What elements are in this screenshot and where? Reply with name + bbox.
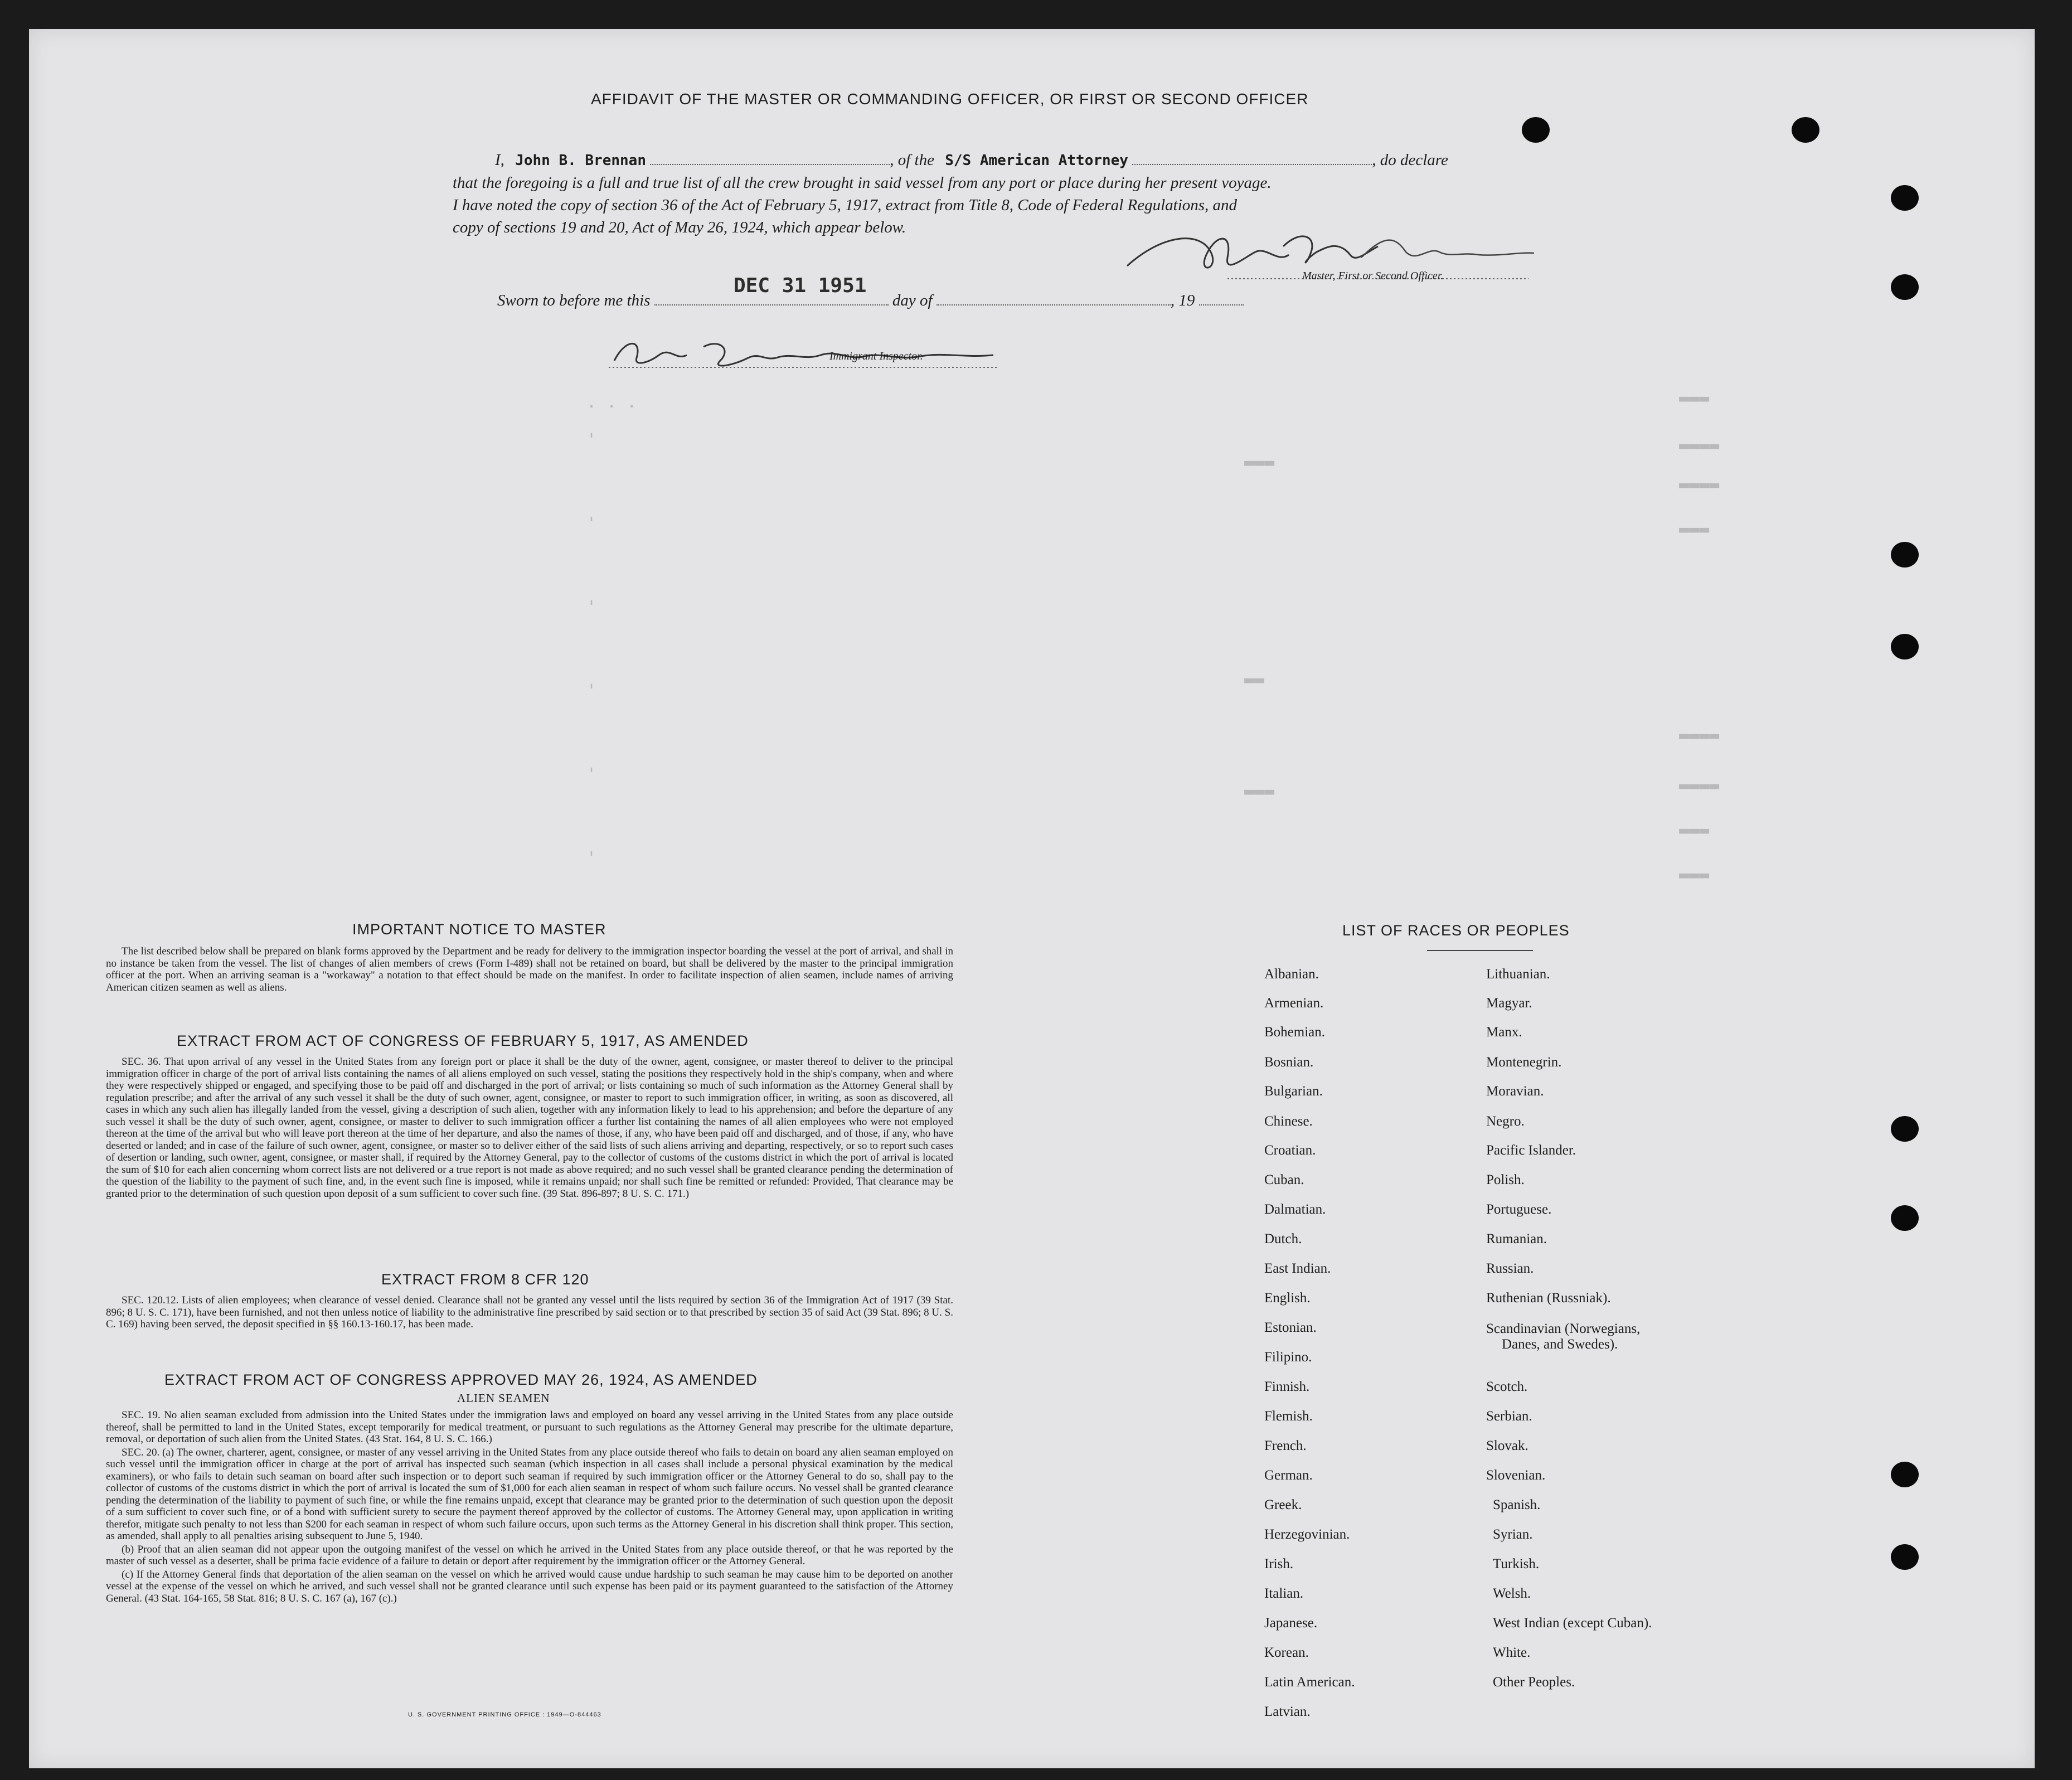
section-120-12: SEC. 120.12. Lists of alien employees; when clearance of vessel denied. Clearance shall not be granted any vessel until the lists required by section 36 of the Immigration Act of 1917 (39 Stat. 896; 8 U. S. C. 171), have been furnished, and not then unless notice of liability to the administrative fine prescribed by said section or to that prescribed by section 35 of said Act (39 Stat. 896; 8 U. S. C. 169) having been served, the deposit specified in §§ 160.13-160.17, has been made. [106,1294,953,1330]
notice-title: IMPORTANT NOTICE TO MASTER [352,921,606,938]
name-blank [650,151,890,165]
date-stamp: DEC 31 1951 [734,274,867,297]
race-item: Spanish. [1493,1497,1541,1512]
year-blank [1199,291,1244,305]
race-item: Moravian. [1486,1084,1544,1099]
sworn-line [497,291,1244,310]
declaration-line-4: copy of sections 19 and 20, Act of May 26, 1924, which appear below. [453,219,906,236]
race-item: Bulgarian. [1264,1084,1323,1099]
section-19: SEC. 19. No alien seaman excluded from admission into the United States under the immigration laws and employed on board any vessel arriving in the United States from any place outside thereof, shall be permitted to land in the United States, except temporarily for medical treatment, or pursuant to such regulations as the Attorney General may prescribe for the ultimate departure, removal, or deportation of such alien from the United States. (43 Stat. 164, 8 U. S. C. 166.) [106,1409,953,1445]
section-20b: (b) Proof that an alien seaman did not appear upon the outgoing manifest of the vessel on which he arrived in the United States from any place outside thereof, or that he was reported by the master of such vessel as a deserter, shall be prima facie evidence of a failure to detain or deport after requirement by the immigration officer or the Attorney General. [106,1543,953,1567]
race-item: Magyar. [1486,996,1532,1011]
race-item: Finnish. [1264,1379,1310,1394]
year-label: , 19 [1170,292,1195,309]
race-item: Japanese. [1264,1616,1318,1631]
punch-hole [1891,542,1919,568]
alien-seamen-subtitle: ALIEN SEAMEN [457,1391,550,1405]
race-item: Albanian. [1264,967,1319,982]
race-item: Slovenian. [1486,1468,1546,1483]
notice-text [106,945,953,995]
race-item: Flemish. [1264,1409,1313,1424]
punch-hole [1891,1462,1919,1487]
race-item: Danes, and Swedes). [1502,1337,1618,1352]
race-item: Armenian. [1264,996,1324,1011]
vessel-name: S/S American Attorney [945,152,1128,169]
form-page: . . . ' ' ' ' ' ' ▬▬▬ ▬▬▬▬ ▬▬▬▬ ▬▬▬ ▬▬▬▬ ▬▬▬▬ ▬▬▬ ▬▬▬ ▬▬▬ ▬▬ ▬▬▬ AFFIDAVIT OF THE MASTER OR COMMANDING OFFICER, OR FIRST OR SECOND OFFICER I, John B. Brennan , of the S/S American Attorney , do declare that the foregoing is a full and true list of all the crew brought in said vessel from any port or place during her present voyage. I have noted the copy of section 36 of the Act of February 5, 1917, extract from Title 8, Code of Federal Regulations, and copy of sections 19 and 20, Act of May 26, 1924, which appear below. Master, First or Second Officer. Sworn to before me this day of , 19 DEC 31 1951 Immigrant Inspector. IMPORTANT NOTICE TO MASTER The list described below shall be prepared on blank forms approved by the Department and be ready for delivery to the immigration inspector boarding the vessel at the port of arrival, and shall in no instance be taken from the vessel. The list of changes of alien members of crews (Form I-489) shall not be retained on board, but shall be delivered by the master to the principal immigration officer at the port. When an arriving seaman is a "workaway" a notation to that effect should be made on the manifest. In order to facilitate inspection of alien seamen, include names of arriving American citizen seamen as well as aliens. EXTRACT FROM ACT OF CONGRESS OF FEBRUARY 5, 1917, AS AMENDED SEC. 36. That upon arrival of any vessel in the United States from any foreign port or place it shall be the duty of the owner, agent, consignee, or master thereof to deliver to the principal immigration officer in charge of the port of arrival lists containing the names of all aliens employed on such vessel, stating the positions they respectively hold in the ship's company, when and where they were respectively shipped or engaged, and specifying those to be paid off and discharged in the port of arrival; or lists containing so much of such information as the Attorney General shall by regulation prescribe; and after the arrival of any such vessel it shall be the duty of such owner, agent, consignee, or master to report to such immigration officer, in writing, as soon as discovered, all cases in which any such alien has illegally landed from the vessel, giving a description of such alien, together with any information likely to lead to his apprehension; and before the departure of any such vessel it shall be the duty of such owner, agent, consignee, or master to deliver to such immigration officer a further list containing the names of all alien employees who were not employed thereon at the time of the arrival but who will leave port thereon at the time of her departure, and also the names of those, if any, who have been paid off and discharged, and of those, if any, who have deserted or landed; and in case of the failure of such owner, agent, consignee, or master so to deliver either of the said lists of such aliens arriving and departing, respectively, or so to report such cases of desertion or landing, such owner, agent, consignee, or master shall, if required by the Attorney General, pay to the collector of customs of the customs district in which the port of arrival is located the sum of $10 for each alien concerning whom correct lists are not delivered or a true report is not made as above required; and no such vessel shall be granted clearance pending the determination of the question of the liability to the payment of such fine, and, in the event such fine is imposed, while it remains unpaid; nor shall such fine be remitted or refunded: Provided, That clearance may be granted prior to the determination of such question upon deposit of a sum sufficient to cover such fine. (39 Stat. 896-897; 8 U. S. C. 171.) EXTRACT FROM 8 CFR 120 SEC. 120.12. Lists of alien employees; when clearance of vessel denied. Clearance shall not be granted any vessel until the lists required by section 36 of the Immigration Act of 1917 (39 Stat. 896; 8 U. S. C. 171), have been furnished, and not then unless notice of liability to the administrative fine prescribed by said section or to that prescribed by section 35 of said Act (39 Stat. 896; 8 U. S. C. 169) having been served, the deposit specified in §§ 160.13-160.17, has been made. EXTRACT FROM ACT OF CONGRESS APPROVED MAY 26, 1924, AS AMENDED ALIEN SEAMEN SEC. 19. No alien seaman excluded from admission into the United States under the immigration laws and employed on board any vessel arriving in the United States from any place outside thereof, shall be permitted to land in the United States, except temporarily for medical treatment, or pursuant to such regulations as the Attorney General may prescribe for the ultimate departure, removal, or deportation of such alien from the United States. (43 Stat. 164, 8 U. S. C. 166.) SEC. 20. (a) The owner, charterer, agent, consignee, or master of any vessel arriving in the United States from any place outside thereof who fails to detain on board any alien seaman employed on such vessel until the immigration officer in charge at the port of arrival has inspected such seaman (which inspection in all cases shall include a personal physical examination by the medical examiners), or who fails to detain such seaman on board after such inspection or to deport such seaman if required by such immigration officer or the Attorney General to do so, shall pay to the collector of customs of the customs district in which the port of arrival is located the sum of $1,000 for each alien seaman in respect of whom such failure occurs. No vessel shall be granted clearance pending the determination of the liability to payment of such fine, or while the fine remains unpaid, except that clearance may be granted prior to the determination of such question upon the deposit of a sum sufficient to cover such fine, or of a bond with sufficient surety to secure the payment thereof approved by the collector of customs. The Attorney General may, upon application in writing therefor, mitigate such penalty to not less than $200 for each seaman in respect of whom such failure occurs, upon such terms as the Attorney General in his discretion shall think proper. This section, as amended, shall apply to all penalties arising subsequent to June 5, 1940. (b) Proof that an alien seaman did not appear upon the outgoing manifest of the vessel on which he arrived in the United States from any place outside thereof, or that he was reported by the master of such vessel as a deserter, shall be prima facie evidence of a failure to detain or deport after requirement by the immigration officer or the Attorney General. (c) If the Attorney General finds that deportation of the alien seaman on the vessel on which he arrived would cause undue hardship to such seaman he may cause him to be deported on another vessel at the expense of the vessel on which he arrived, and such vessel shall not be granted clearance until such expense has been paid or its payment guaranteed to the satisfaction of the Attorney General. (43 Stat. 164-165, 58 Stat. 816; 8 U. S. C. 167 (a), 167 (c).) U. S. GOVERNMENT PRINTING OFFICE : 1949—O-844463 LIST OF RACES OR PEOPLES Albanian. Armenian. Bohemian. Bosnian. Bulgarian. Chinese. Croatian. Cuban. Dalmatian. Dutch. East Indian. English. Estonian. Filipino. Finnish. Flemish. French. German. Greek. Herzegovinian. Irish. Italian. Japanese. Korean. Latin American. Latvian. Lithuanian. Magyar. Manx. Montenegrin. Moravian. Negro. Pacific Islander. Polish. Portuguese. Rumanian. Russian. Ruthenian (Russniak). Scandinavian (Norwegians, Danes, and Swedes). Scotch. Serbian. Slovak. Slovenian. Spanish. Syrian. Turkish. Welsh. West Indian (except Cuban). White. Other Peoples. [29,29,2035,1768]
inspector-signature [609,327,999,377]
of-the-label: , of the [890,151,934,169]
race-item: Italian. [1264,1586,1304,1601]
race-item: Manx. [1486,1025,1522,1040]
race-item: East Indian. [1264,1261,1331,1276]
race-item: Ruthenian (Russniak). [1486,1291,1611,1306]
extract-1917-text [106,1056,953,1201]
inspector-caption: Immigrant Inspector. [829,350,923,362]
race-item: Latin American. [1264,1675,1355,1690]
extract-cfr-text [106,1294,953,1332]
race-item: Pacific Islander. [1486,1143,1576,1158]
notice-paragraph: The list described below shall be prepared on blank forms approved by the Department and be ready for delivery to the immigration inspector boarding the vessel at the port of arrival, and shall in no instance be taken from the vessel. The list of changes of alien members of crews (Form I-489) shall not be retained on board, but shall be delivered by the master to the principal immigration officer at the port. When an arriving seaman is a "workaway" a notation to that effect should be made on the manifest. In order to facilitate inspection of alien seamen, include names of arriving American citizen seamen as well as aliens. [106,945,953,993]
punch-hole [1522,117,1550,143]
month-blank [936,291,1171,305]
race-item: Herzegovinian. [1264,1527,1350,1542]
race-item: Portuguese. [1486,1202,1552,1217]
race-item: Scandinavian (Norwegians, [1486,1321,1641,1336]
day-of-label: day of [892,292,933,309]
declare-label: , do declare [1372,151,1448,169]
extract-cfr-title: EXTRACT FROM 8 CFR 120 [381,1271,589,1288]
race-item: Irish. [1264,1556,1294,1572]
race-item: Chinese. [1264,1114,1313,1129]
punch-hole [1891,185,1919,211]
printer-imprint: U. S. GOVERNMENT PRINTING OFFICE : 1949—O-844463 [408,1711,601,1718]
race-item: Polish. [1486,1172,1525,1187]
extract-1924-title: EXTRACT FROM ACT OF CONGRESS APPROVED MAY 26, 1924, AS AMENDED [164,1371,758,1388]
affidavit-title: AFFIDAVIT OF THE MASTER OR COMMANDING OFFICER, OR FIRST OR SECOND OFFICER [591,90,1309,108]
declaration-line-1 [495,151,1448,169]
race-item: Greek. [1264,1497,1302,1512]
race-item: Welsh. [1493,1586,1531,1601]
race-item: English. [1264,1291,1311,1306]
master-name: John B. Brennan [515,152,646,169]
extract-1917-title: EXTRACT FROM ACT OF CONGRESS OF FEBRUARY 5, 1917, AS AMENDED [177,1032,749,1049]
race-item: Latvian. [1264,1704,1311,1719]
race-item: Turkish. [1493,1556,1540,1572]
declaration-prefix: I, [495,151,504,169]
race-item: Syrian. [1493,1527,1533,1542]
race-item: Bosnian. [1264,1055,1314,1070]
race-item: Rumanian. [1486,1231,1547,1247]
extract-1924-text [106,1409,953,1606]
sworn-label: Sworn to before me this [497,292,651,309]
race-item: Montenegrin. [1486,1055,1562,1070]
punch-hole [1792,117,1819,143]
vessel-blank [1132,151,1372,165]
race-item: Filipino. [1264,1350,1312,1365]
race-item: Estonian. [1264,1320,1317,1335]
punch-hole [1891,634,1919,659]
punch-hole [1891,1205,1919,1231]
race-item: Dalmatian. [1264,1202,1326,1217]
race-item: Serbian. [1486,1409,1532,1424]
punch-hole [1891,1544,1919,1570]
section-20c: (c) If the Attorney General finds that deportation of the alien seaman on the vessel on which he arrived would cause undue hardship to such seaman he may cause him to be deported on another vessel at the expense of the vessel on which he arrived, and such vessel shall not be granted clearance until such expense has been paid or its payment guaranteed to the satisfaction of the Attorney General. (43 Stat. 164-165, 58 Stat. 816; 8 U. S. C. 167 (a), 167 (c).) [106,1568,953,1604]
race-item: Lithuanian. [1486,967,1550,982]
race-item: Scotch. [1486,1379,1528,1394]
race-item: Negro. [1486,1114,1525,1129]
race-item: Slovak. [1486,1438,1528,1453]
race-item: Other Peoples. [1493,1675,1575,1690]
punch-hole [1891,274,1919,300]
race-item: West Indian (except Cuban). [1493,1616,1652,1631]
declaration-line-2: that the foregoing is a full and true list of all the crew brought in said vessel from any port or place during her present voyage. [453,174,1272,192]
race-item: Russian. [1486,1261,1534,1276]
declaration-line-3: I have noted the copy of section 36 of the Act of February 5, 1917, extract from Title 8, Code of Federal Regulations, and [453,196,1238,214]
race-item: Dutch. [1264,1231,1302,1247]
races-divider [1427,950,1533,951]
section-36: SEC. 36. That upon arrival of any vessel in the United States from any foreign port or place it shall be the duty of the owner, agent, consignee, or master thereof to deliver to the principal immigration officer in charge of the port of arrival lists containing the names of all aliens employed on such vessel, stating the positions they respectively hold in the ship's company, when and where they were respectively shipped or engaged, and specifying those to be paid off and discharged in the port of arrival; or lists containing so much of such information as the Attorney General shall by regulation prescribe; and after the arrival of any such vessel it shall be the duty of such owner, agent, consignee, or master to report to such immigration officer, in writing, as soon as discovered, all cases in which any such alien has illegally landed from the vessel, giving a description of such alien, together with any information likely to lead to his apprehension; and before the departure of any such vessel it shall be the duty of such owner, agent, consignee, or master to deliver to such immigration officer a further list containing the names of all alien employees who were not employed thereon at the time of the arrival but who will leave port thereon at the time of her departure, and also the names of those, if any, who have been paid off and discharged, and of those, if any, who have deserted or landed; and in case of the failure of such owner, agent, consignee, or master so to deliver either of the said lists of such aliens arriving and departing, respectively, or so to report such cases of desertion or landing, such owner, agent, consignee, or master shall, if required by the Attorney General, pay to the collector of customs of the customs district in which the port of arrival is located the sum of $10 for each alien concerning whom correct lists are not delivered or a true report is not made as above required; and no such vessel shall be granted clearance pending the determination of the question of the liability to the payment of such fine, and, in the event such fine is imposed, while it remains unpaid; nor shall such fine be remitted or refunded: Provided, That clearance may be granted prior to the determination of such question upon deposit of a sum sufficient to cover such fine. (39 Stat. 896-897; 8 U. S. C. 171.) [106,1056,953,1200]
races-title: LIST OF RACES OR PEOPLES [1342,922,1570,939]
section-20a: SEC. 20. (a) The owner, charterer, agent, consignee, or master of any vessel arriving in the United States from any place outside thereof who fails to detain on board any alien seaman employed on such vessel until the immigration officer in charge at the port of arrival has inspected such seaman (which inspection in all cases shall include a personal physical examination by the medical examiners), or who fails to detain such seaman on board after such inspection or to deport such seaman if required by such immigration officer or the Attorney General to do so, shall pay to the collector of customs of the customs district in which the port of arrival is located the sum of $1,000 for each alien seaman in respect of whom such failure occurs. No vessel shall be granted clearance pending the determination of the liability to payment of such fine, or while the fine remains unpaid, except that clearance may be granted prior to the determination of such question upon the deposit of a sum sufficient to cover such fine, or of a bond with sufficient surety to secure the payment thereof approved by the collector of customs. The Attorney General may, upon application in writing therefor, mitigate such penalty to not less than $200 for each seaman in respect of whom such failure occurs, upon such terms as the Attorney General in his discretion shall think proper. This section, as amended, shall apply to all penalties arising subsequent to June 5, 1940. [106,1446,953,1542]
race-item: Croatian. [1264,1143,1316,1158]
race-item: Bohemian. [1264,1025,1326,1040]
race-item: White. [1493,1645,1531,1660]
race-item: German. [1264,1468,1313,1483]
race-item: Cuban. [1264,1172,1304,1187]
master-caption: Master, First or Second Officer. [1302,270,1444,282]
race-item: French. [1264,1438,1307,1453]
race-item: Korean. [1264,1645,1309,1660]
punch-hole [1891,1116,1919,1142]
